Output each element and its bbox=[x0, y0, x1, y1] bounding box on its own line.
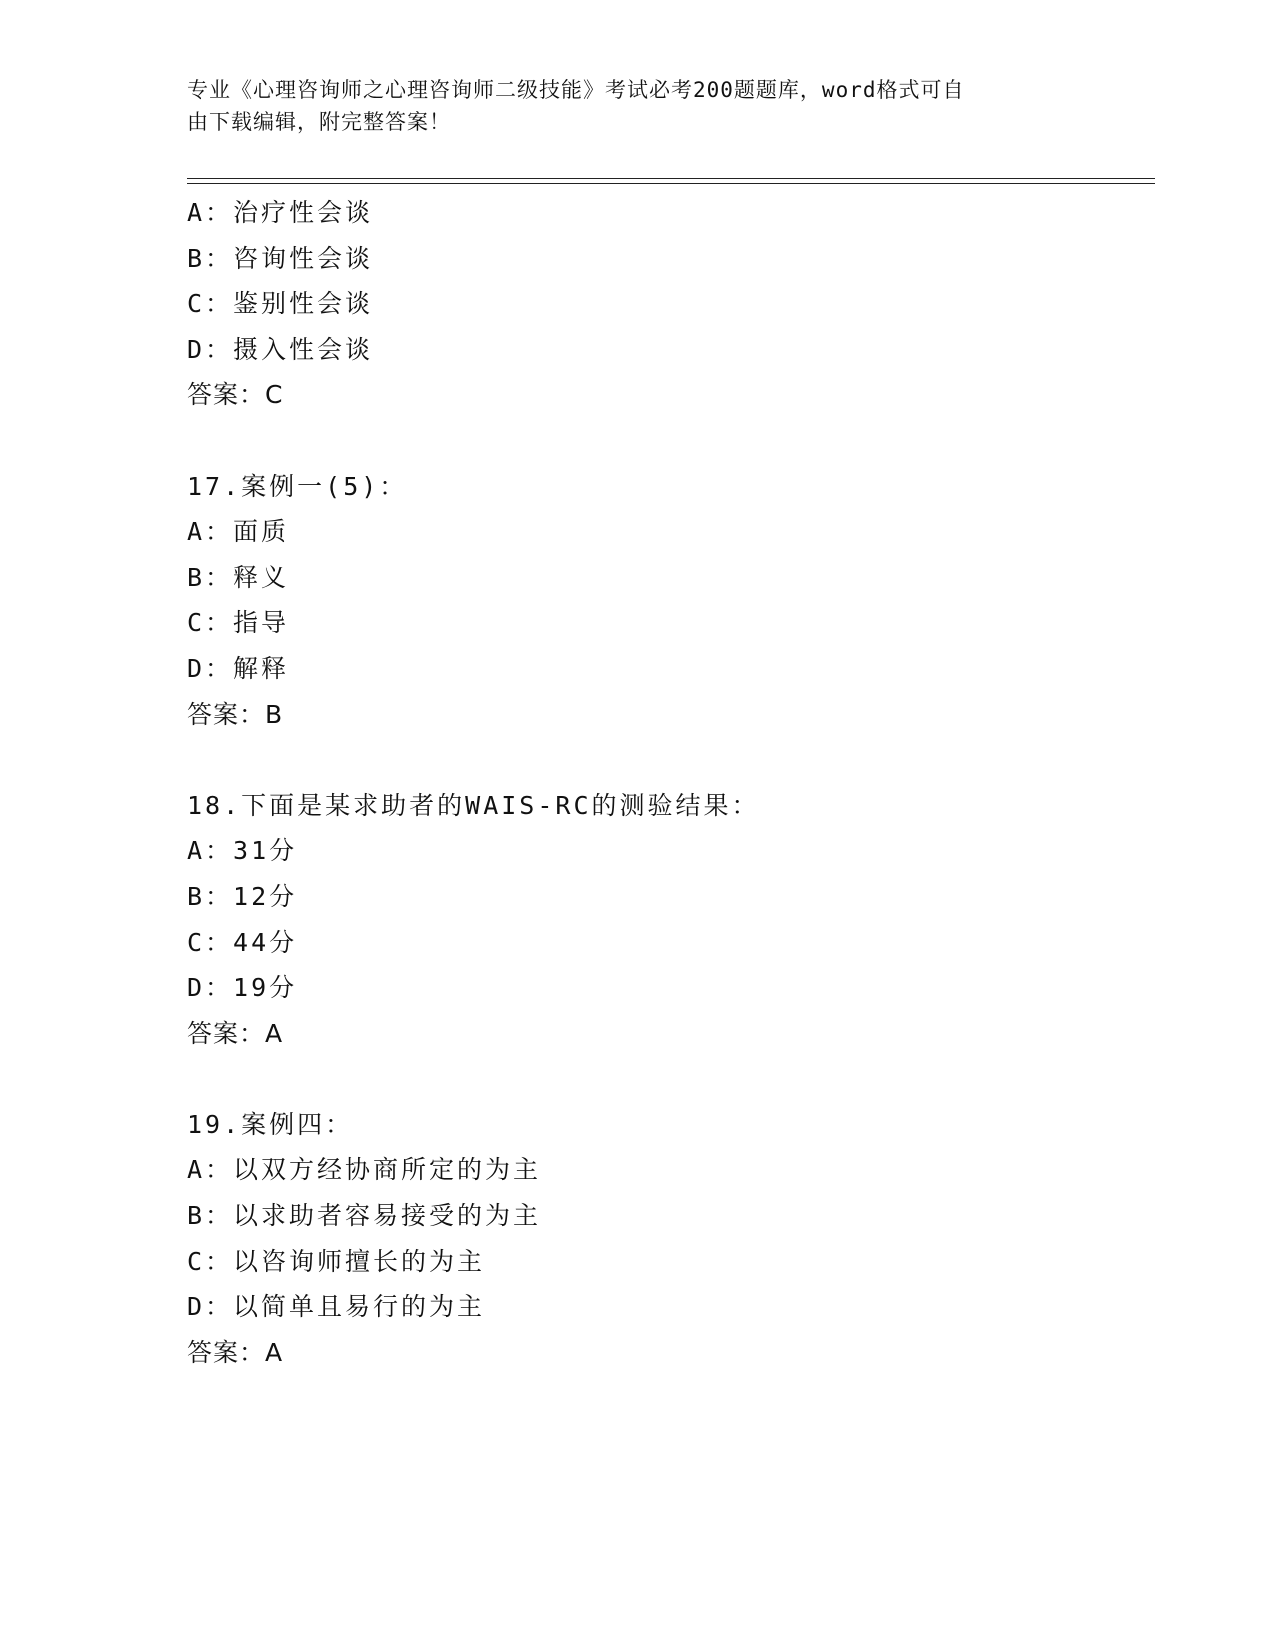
header-divider-bottom bbox=[187, 183, 1155, 184]
answer-line: 答案：A bbox=[187, 1337, 284, 1367]
question-text: 18.下面是某求助者的WAIS-RC的测验结果： bbox=[187, 790, 760, 820]
option-c: C：指导 bbox=[187, 608, 290, 638]
question-block bbox=[187, 190, 1155, 418]
option-b: B：以求助者容易接受的为主 bbox=[187, 1201, 542, 1231]
block-spacer bbox=[187, 418, 1155, 464]
option-a: A：以双方经协商所定的为主 bbox=[187, 1155, 542, 1185]
option-c: C：鉴别性会谈 bbox=[187, 289, 374, 319]
option-a: A：面质 bbox=[187, 517, 290, 547]
question-block bbox=[187, 783, 1155, 1057]
answer-line: 答案：C bbox=[187, 380, 284, 410]
option-d: D：摄入性会谈 bbox=[187, 334, 374, 364]
block-spacer bbox=[187, 737, 1155, 783]
option-a: A：治疗性会谈 bbox=[187, 198, 374, 227]
question-text: 17.案例一(5)： bbox=[187, 471, 408, 501]
option-d: D：解释 bbox=[187, 653, 290, 683]
option-b: B：咨询性会谈 bbox=[187, 243, 374, 273]
option-a: A：31分 bbox=[187, 836, 298, 866]
option-c: C：44分 bbox=[187, 927, 298, 957]
question-block bbox=[187, 464, 1155, 738]
header-line-2: 由下载编辑，附完整答案！ bbox=[187, 110, 451, 134]
answer-line: 答案：A bbox=[187, 1018, 284, 1048]
header-line-1: 专业《心理咨询师之心理咨询师二级技能》考试必考200题题库，word格式可自 bbox=[187, 78, 965, 102]
question-text: 19.案例四： bbox=[187, 1109, 354, 1139]
question-block bbox=[187, 1102, 1155, 1376]
document-header bbox=[187, 74, 1067, 138]
option-d: D：以简单且易行的为主 bbox=[187, 1292, 486, 1322]
option-d: D：19分 bbox=[187, 973, 298, 1003]
option-b: B：释义 bbox=[187, 562, 290, 592]
answer-line: 答案：B bbox=[187, 699, 284, 729]
question-list bbox=[187, 190, 1155, 1375]
option-c: C：以咨询师擅长的为主 bbox=[187, 1246, 486, 1276]
header-divider-top bbox=[187, 178, 1155, 179]
block-spacer bbox=[187, 1056, 1155, 1102]
option-b: B：12分 bbox=[187, 881, 298, 911]
